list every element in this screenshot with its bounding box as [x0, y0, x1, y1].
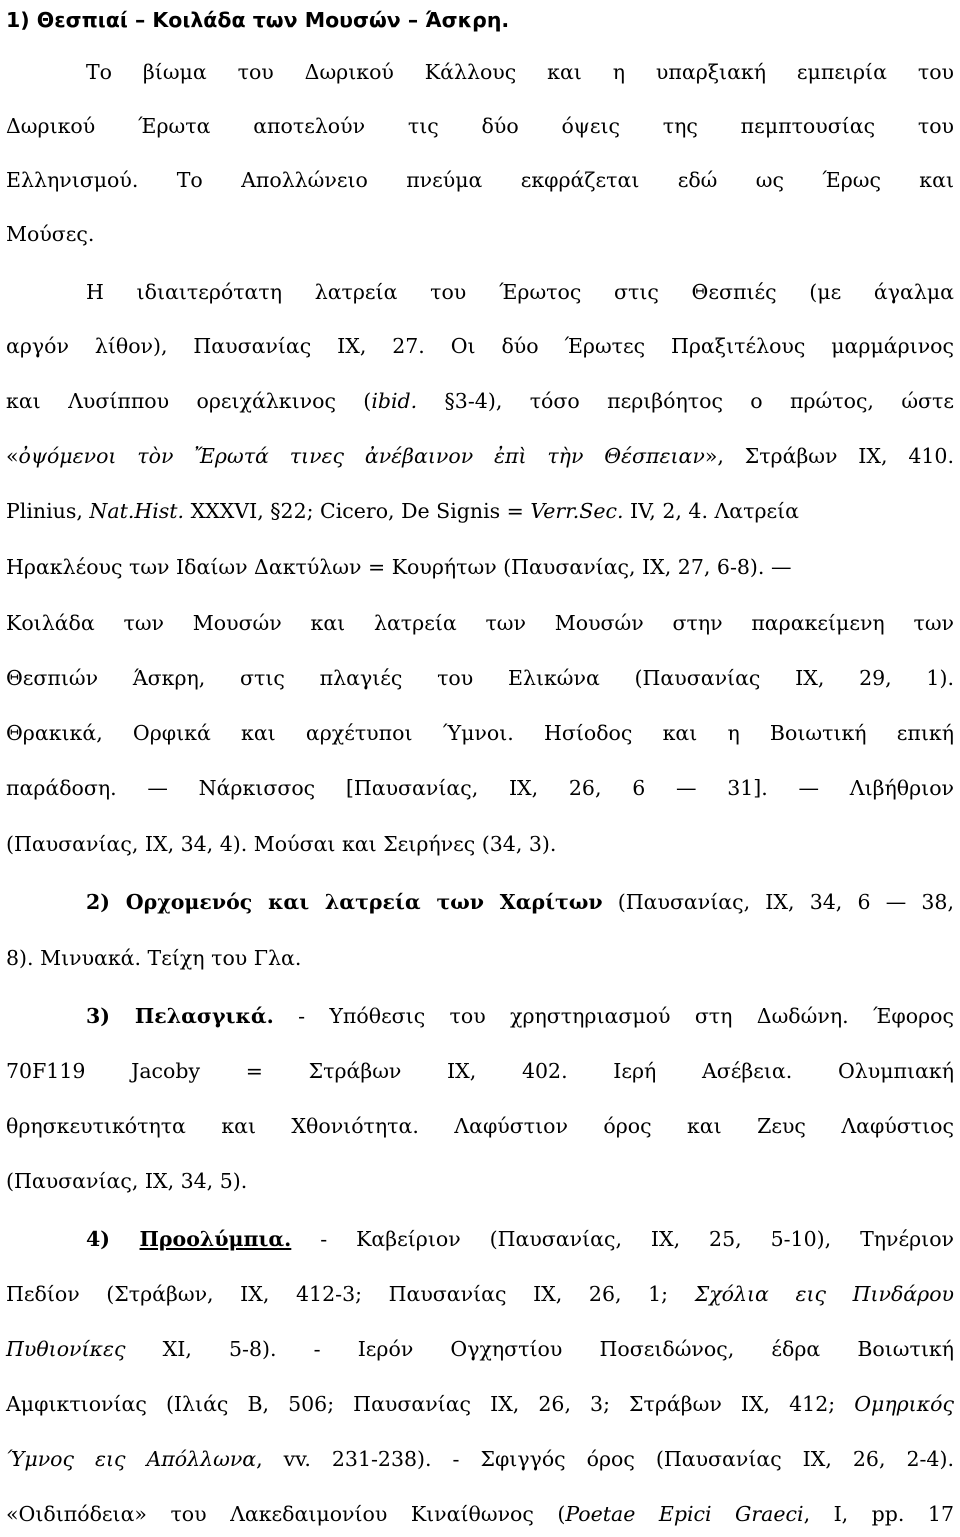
greek-quote-italic: ὀψόμενοι τὸν Ἔρωτά τινες ἀνέβαινον ἐπὶ τὴν Θέσπειαν	[18, 444, 705, 468]
paragraph-line	[6, 381, 954, 421]
paragraph-line	[6, 436, 954, 476]
text-run: XI, 5-8). - Ιερόν Ογχηστίου Ποσειδώνος, έδρα Βοιωτική	[125, 1337, 954, 1361]
text-run: Ελληνισμού. Το Απολλώνειο πνεύμα εκφράζεται εδώ ως Έρως και	[6, 168, 954, 192]
text-run: », Στράβων IX, 410.	[704, 444, 954, 468]
paragraph-line	[6, 658, 954, 698]
text-run: IV, 2, 4. Λατρεία	[623, 499, 800, 523]
paragraph-line	[6, 713, 954, 753]
text-run: Θρακικά, Ορφικά και αρχέτυποι Ύμνοι. Ησίοδος και η Βοιωτική επική	[6, 721, 954, 745]
citation-italic: Ύμνος εις Απόλλωνα	[6, 1447, 257, 1471]
text-run: (Παυσανίας, IX, 34, 4). Μούσαι και Σειρήνες (34, 3).	[6, 832, 557, 856]
text-run: - Υπόθεσις του χρηστηριασμού στη Δωδώνη. Έφορος	[273, 1004, 954, 1028]
paragraph-line	[6, 547, 954, 587]
paragraph-line	[6, 326, 954, 366]
text-run: και Λυσίππου ορειχάλκινος (	[6, 389, 372, 413]
paragraph-line	[6, 1384, 954, 1424]
section-heading-proolympia	[86, 1219, 954, 1259]
text-run: Αμφικτιονίας (Ιλιάς Β, 506; Παυσανίας IX, 26, 3; Στράβων IX, 412;	[6, 1392, 855, 1416]
section-title-bold: 3) Πελασγικά.	[86, 1004, 274, 1028]
text-run: Μούσες.	[6, 222, 95, 246]
text-run: Θεσπιών Άσκρη, στις πλαγιές του Ελικώνα (Παυσανίας IX, 29, 1).	[6, 666, 954, 690]
paragraph-line	[6, 768, 954, 808]
paragraph-line	[6, 1051, 954, 1091]
text-run: XXXVI, §22; Cicero, De Signis =	[184, 499, 531, 523]
text-run: «Οιδιπόδεια» του Λακεδαιμονίου Κιναίθωνος (	[6, 1502, 566, 1526]
section-number-bold: 4)	[86, 1227, 140, 1251]
text-run: 8). Μινυακά. Τείχη του Γλα.	[6, 946, 302, 970]
paragraph-line	[6, 938, 954, 978]
paragraph-line	[6, 603, 954, 643]
text-run: §3-4), τόσο περιβόητος ο πρώτος, ώστε	[417, 389, 954, 413]
paragraph-line	[6, 1106, 954, 1146]
text-run: αργόν λίθον), Παυσανίας IX, 27. Οι δύο Έρωτες Πραξιτέλους μαρμάρινος	[6, 334, 954, 358]
paragraph-line	[6, 824, 954, 864]
quote-mark: «	[6, 444, 19, 468]
citation-italic: Nat.Hist.	[89, 499, 185, 523]
paragraph-line	[86, 52, 954, 92]
section-title-bold-underlined: Προολύμπια.	[139, 1227, 292, 1251]
citation-italic: ibid.	[371, 389, 418, 413]
text-run: , I, pp. 17	[803, 1502, 954, 1526]
text-run: (Παυσανίας, IX, 34, 5).	[6, 1169, 248, 1193]
text-run: 70F119 Jacoby = Στράβων IX, 402. Ιερή Ασέβεια. Ολυμπιακή	[6, 1059, 954, 1083]
section-heading-pelasgika	[86, 996, 954, 1036]
citation-italic: Πυθιονίκες	[6, 1337, 126, 1361]
text-run: (Παυσανίας, IX, 34, 6 — 38,	[602, 890, 954, 914]
paragraph-line	[6, 214, 954, 254]
citation-italic: Poetae Epici Graeci	[565, 1502, 804, 1526]
paragraph-line	[6, 1494, 954, 1534]
citation-italic: Σχόλια εις Πινδάρου	[694, 1282, 955, 1306]
citation-italic: Ομηρικός	[854, 1392, 954, 1416]
text-run: Δωρικού Έρωτα αποτελούν τις δύο όψεις της πεμπτουσίας του	[6, 114, 954, 138]
text-run: Κοιλάδα των Μουσών και λατρεία των Μουσών στην παρακείμενη των	[6, 611, 954, 635]
text-run: Πεδίον (Στράβων, IX, 412-3; Παυσανίας IX, 26, 1;	[6, 1282, 695, 1306]
text-run: Ηρακλέους των Ιδαίων Δακτύλων = Κουρήτων (Παυσανίας, IX, 27, 6-8). —	[6, 555, 792, 579]
paragraph-line	[6, 160, 954, 200]
paragraph-line	[6, 1274, 954, 1314]
paragraph-line	[6, 1329, 954, 1369]
paragraph-line	[6, 1161, 954, 1201]
section-heading-thespiai	[6, 0, 954, 40]
citation-italic: Verr.Sec.	[530, 499, 624, 523]
text-run: - Καβείριον (Παυσανίας, IX, 25, 5-10), Τηνέριον	[291, 1227, 954, 1251]
paragraph-line	[6, 491, 954, 531]
heading-text: 1) Θεσπιαί – Κοιλάδα των Μουσών – Άσκρη.	[6, 8, 510, 32]
text-run: θρησκευτικότητα και Χθονιότητα. Λαφύστιον όρος και Ζευς Λαφύστιος	[6, 1114, 954, 1138]
section-heading-orchomenos	[86, 882, 954, 922]
section-title-bold: 2) Ορχομενός και λατρεία των Χαρίτων	[86, 890, 603, 914]
paragraph-line	[86, 272, 954, 312]
text-run: παράδοση. — Νάρκισσος [Παυσανίας, IX, 26, 6 — 31]. — Λιβήθριον	[6, 776, 954, 800]
text-run: Η ιδιαιτερότατη λατρεία του Έρωτος στις Θεσπιές (με άγαλμα	[86, 280, 954, 304]
text-run: Το βίωμα του Δωρικού Κάλλους και η υπαρξιακή εμπειρία του	[86, 60, 954, 84]
paragraph-line	[6, 1439, 954, 1479]
paragraph-line	[6, 106, 954, 146]
text-run: , vv. 231-238). - Σφιγγός όρος (Παυσανίας IX, 26, 2-4).	[256, 1447, 954, 1471]
text-run: Plinius,	[6, 499, 90, 523]
